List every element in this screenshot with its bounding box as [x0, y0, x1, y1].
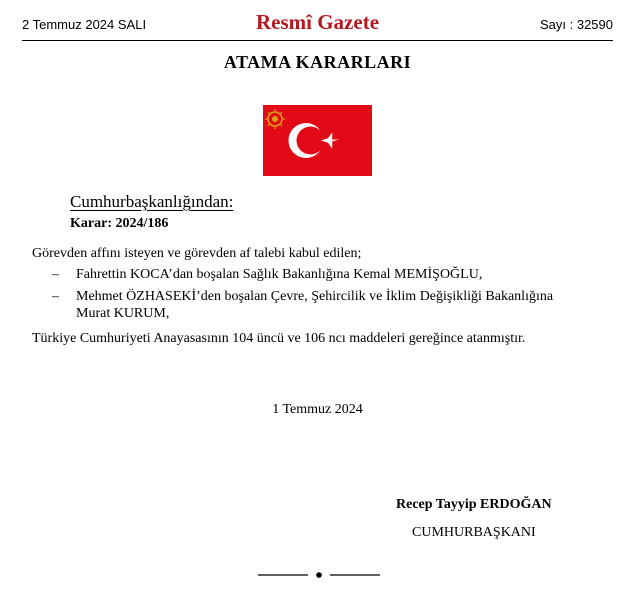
signature-date: 1 Temmuz 2024 [272, 402, 363, 417]
list-dash: – [52, 267, 59, 282]
gazette-title: Resmî Gazete [255, 10, 380, 34]
issue-number: Sayı : 32590 [540, 17, 613, 32]
list-dash: – [52, 289, 59, 304]
appointment-text-continuation: Murat KURUM, [76, 306, 170, 321]
appointment-text: Fahrettin KOCA’dan boşalan Sağlık Bakanlığına Kemal MEMİŞOĞLU, [76, 267, 483, 282]
turkish-flag-icon [263, 105, 372, 176]
appointment-item [52, 266, 607, 283]
signer-name: Recep Tayyip ERDOĞAN [396, 497, 552, 512]
appointment-text: Mehmet ÖZHASEKİ’den boşalan Çevre, Şehircilik ve İklim Değişikliği Bakanlığına [76, 289, 554, 304]
decree-origin: Cumhurbaşkanlığından: [70, 192, 234, 211]
decision-number: Karar: 2024/186 [70, 216, 169, 231]
appointment-item [52, 288, 607, 322]
gazette-header [22, 8, 613, 41]
decree-closing: Türkiye Cumhuriyeti Anayasasının 104 üncü ve 106 ncı maddeleri gereğince atanmıştır. [32, 331, 526, 346]
issue-date: 2 Temmuz 2024 SALI [22, 17, 147, 32]
end-mark-divider [258, 568, 380, 582]
section-title: ATAMA KARARLARI [223, 52, 412, 72]
signer-title: CUMHURBAŞKANI [412, 525, 536, 540]
decree-intro: Görevden affını isteyen ve görevden af talebi kabul edilen; [32, 246, 362, 261]
